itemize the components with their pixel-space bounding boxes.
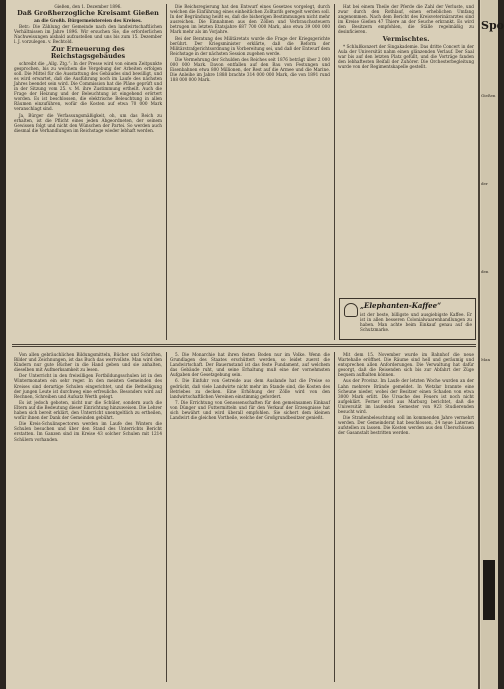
dateline: Gießen, den 1. Dezember 1896. xyxy=(54,4,122,9)
column-rule xyxy=(334,352,335,682)
article-body: 5. Die Monarchie hat ihren festen Boden nur im Volke. Wenn die Grundlagen des Staates erschüttert werden, so leidet zuerst die Landwirtschaft. Der Bauernstand ist das feste Fundament, auf welchem das Gebäude ruht, und seine Erhaltung muß eine der vornehmsten Aufgaben der Gesetzgebung sein. xyxy=(170,352,330,378)
bottom-middle-column xyxy=(170,352,330,684)
article-body: Es ist jedoch geboten, nicht nur die Schüler, sondern auch die Eltern auf die Bedeutung dieser Einrichtung hinzuweisen. Die Lehrer haben sich bereit erklärt, den Unterricht unentgeltlich zu ertheilen, wofür ihnen der Dank der Gemeinden gebührt. xyxy=(14,399,162,421)
bottom-right-column xyxy=(338,352,474,684)
article-body: * Schlußkonzert der Singakademie. Das dritte Concert in der Aula der Universität nahm einen glänzenden Verlauf. Der Saal war bis auf den letzten Platz gefüllt, und die Vorträge fanden den lebhaftesten Beifall der Zuhörer. Die Orchesterbegleitung wurde von der Regimentskapelle gestellt. xyxy=(338,43,474,69)
article-body: schreibt die „Allg. Ztg.“: In der Presse wird von einem Zeitpunkte gesprochen, bis zu welchem die Vergebung der Arbeiten erfolgen soll. Die Mittel für die Ausstattung des Gebäudes sind bewilligt, und es wird erwartet, daß die Ausführung noch im Laufe des nächsten Jahres beendet sein wird. Die Commission hat die Pläne geprüft und in der Sitzung vom 25. v. M. ihre Zustimmung ertheilt. Auch die Frage der Heizung und der Beleuchtung ist eingehend erörtert worden. Es ist beschlossen, die elektrische Beleuchtung in allen Räumen einzuführen, wofür die Kosten auf etwa 70 000 Mark veranschlagt sind. xyxy=(14,60,162,112)
article-body: 6. Die Einfuhr von Getreide aus dem Auslande hat die Preise so gedrückt, daß viele Landwirte nicht mehr im Stande sind, die Kosten des Betriebes zu decken. Eine Erhöhung der Zölle wird von den landwirtschaftlichen Vereinen einstimmig gefordert. xyxy=(170,378,330,399)
section-divider xyxy=(12,344,476,345)
headline-miscellaneous: Vermischtes. xyxy=(382,34,430,43)
notice-body: Betr.: Die Zählung der Gemeinde nach den landwirtschaftlichen Verhältnissen im Jahre 1896. Wir ersuchen Sie, die erforderlichen Nachweisungen alsbald aufzustellen und uns bis zum 15. Dezember l. J. vorzulegen. v. Bechtold. xyxy=(14,24,162,45)
column-rule xyxy=(166,352,167,682)
article-body: Von allen gebräuchlichen Bildungsmitteln, Bücher und Schriften, Bilder und Zeichnungen, ist das Buch das wertvollste. Man wird den Kindern nur gute Bücher in die Hand geben und sie anhalten, dieselben mit Aufmerksamkeit zu lesen. xyxy=(14,352,162,373)
ad-text: ist der beste, billigste und ausgiebigste Kaffee. Er ist in allen besseren Colonialwaarenhandlungen zu haben. Man achte beim Einkauf genau auf die Schutzmarke. xyxy=(360,312,472,333)
article-body: Die Vermehrung der Schulden des Reiches seit 1876 beträgt über 2 000 000 000 Mark. Davon entfallen auf den Bau von Festungen und Eisenbahnen etwa 800 Millionen, der Rest auf die Armee und die Marine. Die Anleihe im Jahre 1888 brachte 314 000 000 Mark, die von 1891 rund 188 000 000 Mark. xyxy=(170,56,330,83)
column-rule xyxy=(334,4,335,340)
adjacent-text: Man xyxy=(481,357,491,362)
column-rule xyxy=(166,4,167,340)
headline-reichstag: Zur Erneuerung des Reichstagsgebäudes xyxy=(50,44,126,60)
adjacent-text: Gießen xyxy=(481,93,496,98)
article-body: Die Reichsregierung hat den Entwurf eines Gesetzes vorgelegt, durch welchen die Einführung eines einheitlichen Zolltarifs geregelt werden soll. In der Begründung heißt es, daß die bisherigen Bestimmungen nicht mehr ausreichen. Die Einnahmen aus den Zöllen und Verbrauchssteuern betrugen im letzten Etatsjahre 687 700 000 Mark, also etwa 39 000 000 Mark mehr als im Vorjahre. xyxy=(170,4,330,35)
ad-block xyxy=(483,560,495,620)
adjacent-page-strip xyxy=(481,0,504,689)
section-divider xyxy=(12,346,476,347)
headline-notice: Daß Großherzogliche Kreisamt Gießen xyxy=(17,9,159,18)
adjacent-text: der xyxy=(481,181,488,186)
adjacent-heading: Spo xyxy=(481,19,504,32)
article-body: 7. Die Errichtung von Genossenschaften für den gemeinsamen Einkauf von Dünger und Futtermitteln und für den Verkauf der Erzeugnisse hat sich bewährt und wird überall empfohlen. Sie sichert dem kleinen Landwirt die gleichen Vortheile, welche der Großgrundbesitzer genießt. xyxy=(170,399,330,421)
page-edge xyxy=(478,0,480,689)
article-body: Aus der Provinz. Im Laufe der letzten Woche wurden an der Lahn mehrere Brände gemeldet. In Wetzlar brannte eine Scheune nieder, wobei der Besitzer einen Schaden von etwa 3000 Mark erlitt. Die Ursache des Feuers ist noch nicht aufgeklärt. Ferner wird aus Marburg berichtet, daß die Universität im laufenden Semester von 923 Studierenden besucht wird. xyxy=(338,378,474,415)
article-body: Die Kreis-Schulinspectoren werden im Laufe des Winters die Schulen besuchen und über den Stand des Unterrichts Bericht erstatten. Im Ganzen sind im Kreise 43 solcher Schulen mit 1214 Schülern vorhanden. xyxy=(14,421,162,442)
article-body: Ja, Bürger die Verfassungsmäßigkeit, oh, um das Reich zu erhalten, ist die Pflicht eines jeden Abgeordneten, der seinem Gewissen folgt und nicht den Wünschen der Partei. So werden auch diesmal die Verhandlungen im Reichstage wieder lebhaft werden. xyxy=(14,112,162,133)
article-body: Der Unterricht in den freiwilligen Fortbildungsschulen ist in den Wintermonaten ein sehr reger. In den meisten Gemeinden des Kreises sind derartige Schulen eingerichtet, und die Betheiligung der jungen Leute ist durchweg eine erfreuliche. Besonders wird auf Rechnen, Schreiben und Aufsatz Werth gelegt. xyxy=(14,373,162,399)
top-middle-column xyxy=(170,4,330,342)
coffee-advertisement xyxy=(339,298,476,340)
article-body: Hat bei einem Theile der Pferde die Zahl der Verluste, und zwar durch den Rothlauf, einen erheblichen Umfang angenommen. Nach dem Bericht des Kreisveterinärarztes sind im Kreise Gießen 47 Thiere an der Seuche erkrankt. Es wird den Besitzern empfohlen, die Ställe regelmäßig zu desinficieren. xyxy=(338,4,474,35)
subheadline-notice: an die Großh. Bürgermeistereien des Kreises. xyxy=(34,18,142,24)
top-left-column xyxy=(14,4,162,342)
article-body: Mit dem 15. November wurde im Bahnhof die neue Wartehalle eröffnet. Die Räume sind hell und geräumig und entsprechen allen Anforderungen. Die Verwaltung hat dafür gesorgt, daß die Reisenden sich bis zur Abfahrt der Züge bequem aufhalten können. xyxy=(338,352,474,378)
top-right-column xyxy=(338,4,474,236)
article-body: Bei der Beratung des Militäretats wurde die Frage der Kriegsgerichte berührt. Der Kriegsminister erklärte, daß die Reform der Militärstrafgerichtsordnung in Vorbereitung sei, und daß der Entwurf dem Reichstage in der nächsten Session zugehen werde. xyxy=(170,35,330,56)
lamp-icon xyxy=(344,303,358,317)
newspaper-page xyxy=(6,0,504,689)
ad-title: „Elephanten-Kaffee“ xyxy=(360,301,442,310)
adjacent-text: den xyxy=(481,269,489,274)
article-body: Die Straßenbeleuchtung soll im kommenden Jahre vermehrt werden. Der Gemeinderat hat beschlossen, 24 neue Laternen aufstellen zu lassen. Die Kosten werden aus den Überschüssen der Gasanstalt bestritten werden. xyxy=(338,415,474,436)
bottom-left-column xyxy=(14,352,162,684)
